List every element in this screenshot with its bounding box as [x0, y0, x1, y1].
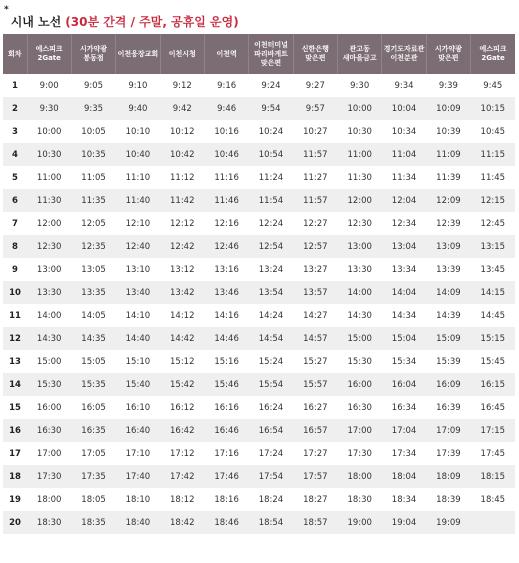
trip-number: 20 [3, 511, 27, 534]
departure-time: 17:42 [160, 465, 204, 488]
departure-time: 15:24 [249, 350, 293, 373]
departure-time: 11:46 [204, 189, 248, 212]
departure-time: 13:45 [471, 258, 515, 281]
departure-time: 14:16 [204, 304, 248, 327]
departure-time: 11:57 [293, 143, 337, 166]
departure-time: 14:12 [160, 304, 204, 327]
trip-number: 14 [3, 373, 27, 396]
departure-time: 9:27 [293, 74, 337, 97]
departure-time: 17:30 [338, 442, 382, 465]
table-row [3, 74, 515, 97]
departure-time: 15:27 [293, 350, 337, 373]
departure-time: 15:10 [116, 350, 160, 373]
departure-time: 10:24 [249, 120, 293, 143]
departure-time: 12:00 [338, 189, 382, 212]
trip-number: 19 [3, 488, 27, 511]
departure-time: 18:54 [249, 511, 293, 534]
table-row [3, 120, 515, 143]
departure-time: 11:24 [249, 166, 293, 189]
departure-time: 10:10 [116, 120, 160, 143]
departure-time: 10:27 [293, 120, 337, 143]
departure-time: 13:34 [382, 258, 426, 281]
departure-time: 16:42 [160, 419, 204, 442]
departure-time: 11:12 [160, 166, 204, 189]
departure-time: 15:30 [27, 373, 71, 396]
table-row [3, 396, 515, 419]
departure-time: 17:16 [204, 442, 248, 465]
departure-time: 14:35 [71, 327, 115, 350]
departure-time: 18:15 [471, 465, 515, 488]
departure-time: 18:30 [338, 488, 382, 511]
departure-time: 15:57 [293, 373, 337, 396]
departure-time: 18:45 [471, 488, 515, 511]
departure-time: 14:54 [249, 327, 293, 350]
table-row [3, 281, 515, 304]
header-stop [338, 34, 382, 74]
departure-time: 13:40 [116, 281, 160, 304]
departure-time: 18:16 [204, 488, 248, 511]
departure-time: 13:04 [382, 235, 426, 258]
departure-time: 10:00 [27, 120, 71, 143]
header-stop-line: 맞은편 [260, 58, 282, 67]
departure-time: 13:35 [71, 281, 115, 304]
departure-time: 15:30 [338, 350, 382, 373]
departure-time: 14:30 [338, 304, 382, 327]
departure-time: 13:39 [426, 258, 470, 281]
departure-time: 15:05 [71, 350, 115, 373]
departure-time: 16:04 [382, 373, 426, 396]
departure-time: 11:09 [426, 143, 470, 166]
departure-time: 14:09 [426, 281, 470, 304]
table-row [3, 258, 515, 281]
header-stop [382, 34, 426, 74]
departure-time: 15:46 [204, 373, 248, 396]
departure-time: 9:39 [426, 74, 470, 97]
departure-time: 9:30 [27, 97, 71, 120]
departure-time: 13:00 [338, 235, 382, 258]
departure-time: 11:00 [27, 166, 71, 189]
trip-number: 3 [3, 120, 27, 143]
header-stop [116, 34, 160, 74]
departure-time: 16:27 [293, 396, 337, 419]
departure-time: 11:45 [471, 166, 515, 189]
departure-time: 11:04 [382, 143, 426, 166]
departure-time: 18:42 [160, 511, 204, 534]
header-stop-line: 2Gate [481, 54, 505, 62]
departure-time: 12:16 [204, 212, 248, 235]
departure-time: 19:04 [382, 511, 426, 534]
departure-time: 12:12 [160, 212, 204, 235]
departure-time: 16:45 [471, 396, 515, 419]
departure-time: 12:15 [471, 189, 515, 212]
departure-time: 14:00 [338, 281, 382, 304]
departure-time: 12:46 [204, 235, 248, 258]
departure-time: 18:00 [338, 465, 382, 488]
departure-time: 12:42 [160, 235, 204, 258]
departure-time: 9:54 [249, 97, 293, 120]
departure-time: 18:10 [116, 488, 160, 511]
header-stop [293, 34, 337, 74]
departure-time [471, 511, 515, 534]
departure-time: 17:24 [249, 442, 293, 465]
departure-time: 10:54 [249, 143, 293, 166]
departure-time: 10:09 [426, 97, 470, 120]
departure-time: 14:46 [204, 327, 248, 350]
departure-time: 13:05 [71, 258, 115, 281]
departure-time: 15:15 [471, 327, 515, 350]
departure-time: 12:57 [293, 235, 337, 258]
departure-time: 17:12 [160, 442, 204, 465]
departure-time: 18:04 [382, 465, 426, 488]
header-stop-line: 이천시청 [168, 49, 196, 58]
header-stop-line: 이천분관 [390, 54, 418, 62]
departure-time: 15:42 [160, 373, 204, 396]
departure-time: 18:40 [116, 511, 160, 534]
departure-time: 13:27 [293, 258, 337, 281]
departure-time: 16:46 [204, 419, 248, 442]
table-row [3, 304, 515, 327]
header-stop [27, 34, 71, 74]
departure-time: 11:05 [71, 166, 115, 189]
departure-time: 17:04 [382, 419, 426, 442]
departure-time: 14:10 [116, 304, 160, 327]
departure-time: 17:00 [338, 419, 382, 442]
departure-time: 14:40 [116, 327, 160, 350]
departure-time: 13:09 [426, 235, 470, 258]
departure-time: 17:46 [204, 465, 248, 488]
table-row [3, 488, 515, 511]
departure-time: 12:27 [293, 212, 337, 235]
departure-time: 12:00 [27, 212, 71, 235]
departure-time: 15:45 [471, 350, 515, 373]
header-stop-line: 이천웅장교회 [117, 49, 159, 58]
departure-time: 12:54 [249, 235, 293, 258]
trip-number: 9 [3, 258, 27, 281]
departure-time: 16:00 [27, 396, 71, 419]
departure-time: 13:00 [27, 258, 71, 281]
departure-time: 16:54 [249, 419, 293, 442]
trip-number: 5 [3, 166, 27, 189]
departure-time: 12:40 [116, 235, 160, 258]
departure-time: 18:30 [27, 511, 71, 534]
timetable-body [3, 74, 515, 534]
departure-time: 15:39 [426, 350, 470, 373]
departure-time: 11:27 [293, 166, 337, 189]
departure-time: 15:35 [71, 373, 115, 396]
table-row [3, 442, 515, 465]
header-index: 회차 [3, 34, 27, 74]
header-stop-line: 시가약광 [80, 45, 108, 53]
trip-number: 13 [3, 350, 27, 373]
departure-time: 13:30 [338, 258, 382, 281]
header-stop-line: 맞은편 [305, 54, 326, 62]
departure-time: 10:39 [426, 120, 470, 143]
departure-time: 11:39 [426, 166, 470, 189]
departure-time: 10:04 [382, 97, 426, 120]
trip-number: 16 [3, 419, 27, 442]
departure-time: 9:34 [382, 74, 426, 97]
header-stop [71, 34, 115, 74]
departure-time: 11:42 [160, 189, 204, 212]
departure-time: 9:45 [471, 74, 515, 97]
departure-time: 14:04 [382, 281, 426, 304]
star-mark: * [4, 5, 9, 15]
departure-time: 13:30 [27, 281, 71, 304]
departure-time: 11:15 [471, 143, 515, 166]
trip-number: 18 [3, 465, 27, 488]
departure-time: 12:09 [426, 189, 470, 212]
departure-time: 9:00 [27, 74, 71, 97]
departure-time: 11:30 [338, 166, 382, 189]
table-row [3, 97, 515, 120]
header-stop [160, 34, 204, 74]
header-stop-line: 경기도자료관 [383, 45, 425, 53]
header-stop-line: 이천터미널 [254, 40, 288, 49]
header-stop-line: 관고동 [349, 45, 370, 53]
departure-time: 15:04 [382, 327, 426, 350]
table-row [3, 143, 515, 166]
departure-time: 15:09 [426, 327, 470, 350]
departure-time: 17:45 [471, 442, 515, 465]
header-stop-line: 시가약광 [434, 45, 462, 53]
departure-time: 13:12 [160, 258, 204, 281]
departure-time: 9:30 [338, 74, 382, 97]
departure-time: 11:54 [249, 189, 293, 212]
departure-time: 17:30 [27, 465, 71, 488]
departure-time: 9:42 [160, 97, 204, 120]
table-row [3, 235, 515, 258]
departure-time: 15:12 [160, 350, 204, 373]
departure-time: 10:00 [338, 97, 382, 120]
trip-number: 7 [3, 212, 27, 235]
departure-time: 19:00 [338, 511, 382, 534]
departure-time: 15:16 [204, 350, 248, 373]
departure-time: 15:00 [27, 350, 71, 373]
departure-time: 9:10 [116, 74, 160, 97]
header-stop [204, 34, 248, 74]
departure-time: 14:27 [293, 304, 337, 327]
departure-time: 17:27 [293, 442, 337, 465]
departure-time: 12:34 [382, 212, 426, 235]
departure-time: 16:09 [426, 373, 470, 396]
table-row [3, 373, 515, 396]
departure-time: 17:34 [382, 442, 426, 465]
departure-time: 10:05 [71, 120, 115, 143]
header-stop-line: 에스피크 [479, 45, 507, 53]
trip-number: 17 [3, 442, 27, 465]
departure-time: 12:10 [116, 212, 160, 235]
departure-time: 10:35 [71, 143, 115, 166]
departure-time: 16:40 [116, 419, 160, 442]
departure-time: 19:09 [426, 511, 470, 534]
header-stop-line: 새마을금고 [342, 54, 377, 62]
departure-time: 18:09 [426, 465, 470, 488]
trip-number: 12 [3, 327, 27, 350]
page-title [4, 6, 239, 30]
departure-time: 13:10 [116, 258, 160, 281]
departure-time: 13:24 [249, 258, 293, 281]
departure-time: 11:16 [204, 166, 248, 189]
departure-time: 18:57 [293, 511, 337, 534]
departure-time: 14:00 [27, 304, 71, 327]
trip-number: 4 [3, 143, 27, 166]
departure-time: 9:46 [204, 97, 248, 120]
departure-time: 11:34 [382, 166, 426, 189]
departure-time: 9:24 [249, 74, 293, 97]
departure-time: 18:05 [71, 488, 115, 511]
departure-time: 17:05 [71, 442, 115, 465]
departure-time: 14:45 [471, 304, 515, 327]
table-row [3, 327, 515, 350]
departure-time: 16:30 [338, 396, 382, 419]
departure-time: 16:15 [471, 373, 515, 396]
departure-time: 17:54 [249, 465, 293, 488]
departure-time: 14:39 [426, 304, 470, 327]
departure-time: 16:30 [27, 419, 71, 442]
table-row [3, 189, 515, 212]
departure-time: 15:54 [249, 373, 293, 396]
departure-time: 16:00 [338, 373, 382, 396]
departure-time: 17:40 [116, 465, 160, 488]
departure-time: 11:57 [293, 189, 337, 212]
departure-time: 12:04 [382, 189, 426, 212]
departure-time: 17:00 [27, 442, 71, 465]
departure-time: 14:34 [382, 304, 426, 327]
departure-time: 10:34 [382, 120, 426, 143]
header-stop [426, 34, 470, 74]
departure-time: 11:35 [71, 189, 115, 212]
departure-time: 18:12 [160, 488, 204, 511]
table-row [3, 465, 515, 488]
trip-number: 10 [3, 281, 27, 304]
departure-time: 16:05 [71, 396, 115, 419]
trip-number: 2 [3, 97, 27, 120]
header-stop-line: 봉동점 [83, 54, 104, 62]
route-note: (30분 간격 / 주말, 공휴일 운영) [65, 15, 239, 29]
departure-time: 14:57 [293, 327, 337, 350]
departure-time: 12:30 [338, 212, 382, 235]
departure-time: 11:00 [338, 143, 382, 166]
header-stop [249, 34, 293, 74]
departure-time: 10:40 [116, 143, 160, 166]
departure-time: 10:42 [160, 143, 204, 166]
departure-time: 14:30 [27, 327, 71, 350]
departure-time: 14:15 [471, 281, 515, 304]
departure-time: 11:10 [116, 166, 160, 189]
departure-time: 9:05 [71, 74, 115, 97]
departure-time: 10:30 [338, 120, 382, 143]
table-row [3, 166, 515, 189]
departure-time: 11:40 [116, 189, 160, 212]
trip-number: 6 [3, 189, 27, 212]
departure-time: 18:46 [204, 511, 248, 534]
departure-time: 16:39 [426, 396, 470, 419]
header-stop-line: 이천역 [216, 49, 237, 58]
header-stop-line: 에스피크 [35, 45, 63, 53]
departure-time: 11:30 [27, 189, 71, 212]
departure-time: 18:24 [249, 488, 293, 511]
departure-time: 14:42 [160, 327, 204, 350]
header-stop [471, 34, 515, 74]
departure-time: 16:12 [160, 396, 204, 419]
departure-time: 9:40 [116, 97, 160, 120]
departure-time: 10:15 [471, 97, 515, 120]
table-row [3, 419, 515, 442]
departure-time: 16:10 [116, 396, 160, 419]
trip-number: 15 [3, 396, 27, 419]
departure-time: 10:45 [471, 120, 515, 143]
departure-time: 18:35 [71, 511, 115, 534]
departure-time: 17:09 [426, 419, 470, 442]
departure-time: 18:27 [293, 488, 337, 511]
header-stop-line: 2Gate [37, 54, 61, 62]
departure-time: 9:16 [204, 74, 248, 97]
header-stop-line: 신한은행 [301, 45, 329, 53]
departure-time: 13:54 [249, 281, 293, 304]
departure-time: 10:46 [204, 143, 248, 166]
departure-time: 12:35 [71, 235, 115, 258]
departure-time: 16:57 [293, 419, 337, 442]
departure-time: 14:05 [71, 304, 115, 327]
departure-time: 10:16 [204, 120, 248, 143]
table-row [3, 350, 515, 373]
timetable [3, 34, 515, 534]
departure-time: 12:45 [471, 212, 515, 235]
header-stop-line: 맞은편 [438, 54, 459, 62]
departure-time: 9:12 [160, 74, 204, 97]
timetable-header [3, 34, 515, 74]
departure-time: 13:46 [204, 281, 248, 304]
departure-time: 12:24 [249, 212, 293, 235]
departure-time: 15:00 [338, 327, 382, 350]
departure-time: 12:30 [27, 235, 71, 258]
departure-time: 15:40 [116, 373, 160, 396]
trip-number: 8 [3, 235, 27, 258]
trip-number: 1 [3, 74, 27, 97]
departure-time: 14:24 [249, 304, 293, 327]
departure-time: 16:35 [71, 419, 115, 442]
departure-time: 12:39 [426, 212, 470, 235]
departure-time: 16:16 [204, 396, 248, 419]
departure-time: 17:35 [71, 465, 115, 488]
departure-time: 13:15 [471, 235, 515, 258]
departure-time: 10:30 [27, 143, 71, 166]
table-row [3, 511, 515, 534]
departure-time: 18:00 [27, 488, 71, 511]
departure-time: 9:57 [293, 97, 337, 120]
departure-time: 13:57 [293, 281, 337, 304]
departure-time: 18:39 [426, 488, 470, 511]
departure-time: 18:34 [382, 488, 426, 511]
trip-number: 11 [3, 304, 27, 327]
header-stop-line: 파리바게트 [254, 49, 288, 58]
table-row [3, 212, 515, 235]
departure-time: 12:05 [71, 212, 115, 235]
departure-time: 17:10 [116, 442, 160, 465]
departure-time: 13:42 [160, 281, 204, 304]
route-title: 시내 노선 [10, 15, 62, 29]
departure-time: 17:57 [293, 465, 337, 488]
departure-time: 16:34 [382, 396, 426, 419]
departure-time: 15:34 [382, 350, 426, 373]
departure-time: 10:12 [160, 120, 204, 143]
departure-time: 17:39 [426, 442, 470, 465]
departure-time: 9:35 [71, 97, 115, 120]
departure-time: 17:15 [471, 419, 515, 442]
departure-time: 16:24 [249, 396, 293, 419]
departure-time: 13:16 [204, 258, 248, 281]
